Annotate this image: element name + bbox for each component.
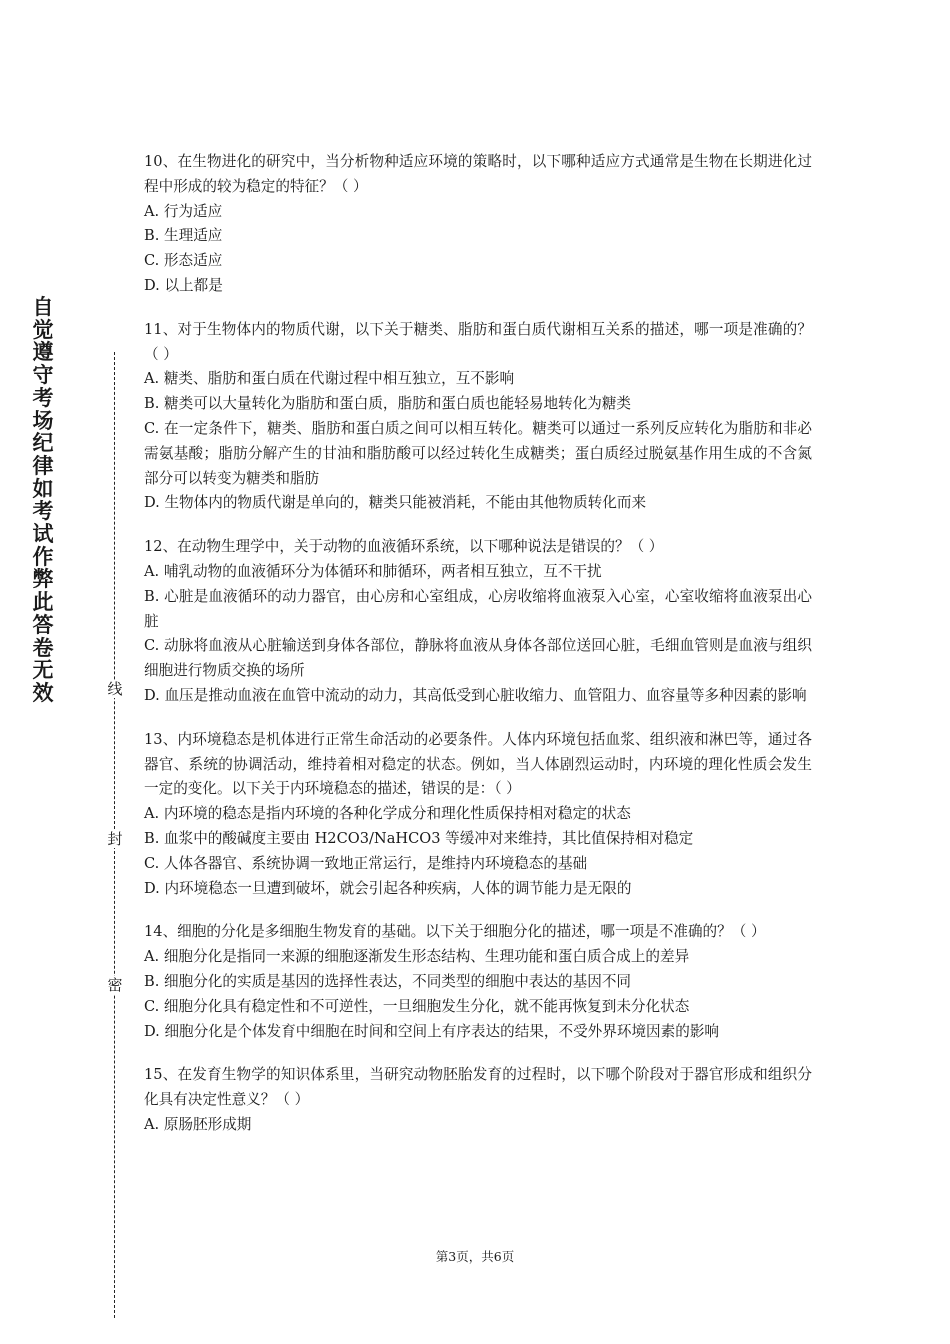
option-a: A. 哺乳动物的血液循环分为体循环和肺循环，两者相互独立，互不干扰 xyxy=(144,562,602,580)
notice-char: 律 xyxy=(32,453,54,478)
binding-line xyxy=(104,352,126,1318)
binding-mark-mi: 密 xyxy=(104,976,126,994)
question-stem: 14、细胞的分化是多细胞生物发育的基础。以下关于细胞分化的描述，哪一项是不准确的？（ ） xyxy=(144,923,766,941)
exam-discipline-notice xyxy=(30,296,56,705)
question-13 xyxy=(144,728,812,902)
option-d: D. 内环境稳态一旦遭到破坏，就会引起各种疾病，人体的调节能力是无限的 xyxy=(144,879,632,897)
binding-mark-feng: 封 xyxy=(104,830,126,848)
option-c: C. 细胞分化具有稳定性和不可逆性，一旦细胞发生分化，就不能再恢复到未分化状态 xyxy=(144,997,690,1015)
notice-char: 守 xyxy=(32,363,54,388)
option-b: B. 血浆中的酸碱度主要由 H2CO3/NaHCO3 等缓冲对来维持，其比值保持相对稳定 xyxy=(144,829,694,847)
question-stem: 13、内环境稳态是机体进行正常生命活动的必要条件。人体内环境包括血浆、组织液和淋巴等，通过各器官、系统的协调活动，维持着相对稳定的状态。例如，当人体剧烈运动时，内环境的理化性质会发生一定的变化。以下关于内环境稳态的描述，错误的是：（ ） xyxy=(144,730,812,798)
option-c: C. 动脉将血液从心脏输送到身体各部位，静脉将血液从身体各部位送回心脏，毛细血管则是血液与组织细胞进行物质交换的场所 xyxy=(144,637,812,680)
option-c: C. 在一定条件下，糖类、脂肪和蛋白质之间可以相互转化。糖类可以通过一系列反应转化为脂肪和非必需氨基酸；脂肪分解产生的甘油和脂肪酸可以经过转化生成糖类；蛋白质经过脱氨基作用生成的不含氮部分可以转变为糖类和脂肪 xyxy=(144,419,812,487)
option-b: B. 糖类可以大量转化为脂肪和蛋白质，脂肪和蛋白质也能轻易地转化为糖类 xyxy=(144,395,632,413)
notice-char: 遵 xyxy=(32,340,54,365)
option-d: D. 以上都是 xyxy=(144,276,223,294)
option-b: B. 生理适应 xyxy=(144,227,223,245)
notice-char: 效 xyxy=(32,680,54,705)
option-a: A. 内环境的稳态是指内环境的各种化学成分和理化性质保持相对稳定的状态 xyxy=(144,805,631,823)
question-list xyxy=(144,150,812,1157)
question-11 xyxy=(144,318,812,516)
notice-char: 作 xyxy=(32,544,54,569)
option-a: A. 原肠胚形成期 xyxy=(144,1115,252,1133)
option-a: A. 糖类、脂肪和蛋白质在代谢过程中相互独立，互不影响 xyxy=(144,370,515,388)
notice-char: 纪 xyxy=(32,431,54,456)
notice-char: 场 xyxy=(32,408,54,433)
question-10 xyxy=(144,150,812,299)
question-15 xyxy=(144,1063,812,1137)
option-c: C. 人体各器官、系统协调一致地正常运行，是维持内环境稳态的基础 xyxy=(144,854,588,872)
notice-char: 自 xyxy=(32,295,54,319)
option-d: D. 血压是推动血液在血管中流动的动力，其高低受到心脏收缩力、血管阻力、血容量等多种因素的影响 xyxy=(144,686,807,704)
notice-char: 无 xyxy=(32,658,54,683)
option-d: D. 生物体内的物质代谢是单向的，糖类只能被消耗，不能由其他物质转化而来 xyxy=(144,494,647,512)
notice-char: 答 xyxy=(32,612,54,637)
option-b: B. 细胞分化的实质是基因的选择性表达，不同类型的细胞中表达的基因不同 xyxy=(144,972,632,990)
option-c: C. 形态适应 xyxy=(144,252,223,270)
option-d: D. 细胞分化是个体发育中细胞在时间和空间上有序表达的结果，不受外界环境因素的影响 xyxy=(144,1022,720,1040)
question-14 xyxy=(144,920,812,1044)
notice-char: 试 xyxy=(32,522,54,547)
notice-char: 考 xyxy=(32,385,54,410)
notice-char: 此 xyxy=(32,590,54,615)
notice-char: 弊 xyxy=(32,567,54,592)
option-a: A. 细胞分化是指同一来源的细胞逐渐发生形态结构、生理功能和蛋白质合成上的差异 xyxy=(144,948,690,966)
page-number: 第3页，共6页 xyxy=(435,1249,515,1264)
question-stem: 11、对于生物体内的物质代谢，以下关于糖类、脂肪和蛋白质代谢相互关系的描述，哪一项是准确的？（ ） xyxy=(144,320,812,363)
notice-char: 卷 xyxy=(32,635,54,660)
question-12 xyxy=(144,535,812,709)
notice-char: 如 xyxy=(32,476,54,501)
notice-char: 觉 xyxy=(32,317,54,342)
question-stem: 15、在发育生物学的知识体系里，当研究动物胚胎发育的过程时，以下哪个阶段对于器官形成和组织分化具有决定性意义？（ ） xyxy=(144,1066,812,1109)
notice-char: 考 xyxy=(32,499,54,524)
question-stem: 12、在动物生理学中，关于动物的血液循环系统，以下哪种说法是错误的？（ ） xyxy=(144,538,664,556)
option-a: A. 行为适应 xyxy=(144,202,223,220)
binding-mark-xian: 线 xyxy=(104,680,126,698)
option-b: B. 心脏是血液循环的动力器官，由心房和心室组成，心房收缩将血液泵入心室，心室收缩将血液泵出心脏 xyxy=(144,587,812,630)
question-stem: 10、在生物进化的研究中，当分析物种适应环境的策略时，以下哪种适应方式通常是生物在长期进化过程中形成的较为稳定的特征？（ ） xyxy=(144,153,812,195)
